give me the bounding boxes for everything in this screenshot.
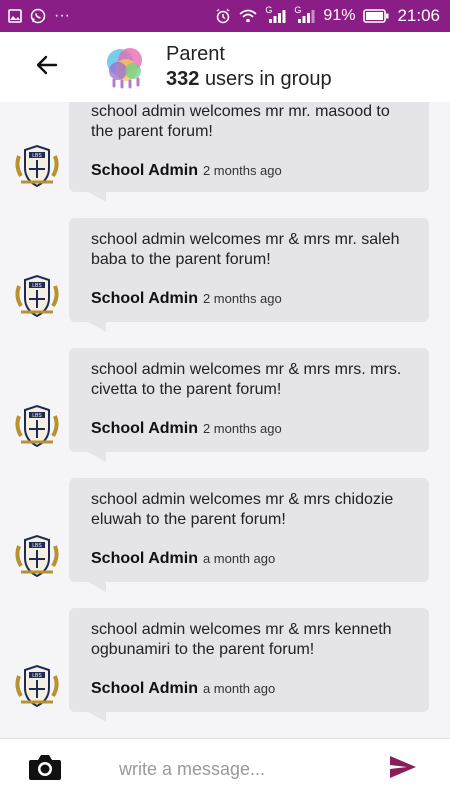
member-count-suffix: users in group [204,68,332,90]
bubble-tail [76,322,106,332]
message-text: school admin welcomes mr & mrs chidozie eluwah to the parent forum! [91,491,394,528]
sender-avatar[interactable] [13,664,61,712]
message-bubble[interactable] [69,218,429,322]
group-title: Parent [166,43,225,65]
clock: 21:06 [397,6,440,25]
bubble-tail [76,452,106,462]
crest-text: LBS [32,412,42,419]
message-author: School Admin [91,162,198,179]
alarm-icon [215,8,231,24]
school-crest-icon [13,272,61,325]
message-list[interactable] [0,102,450,738]
group-logo-icon [100,40,150,95]
message-author: School Admin [91,550,198,567]
sim1-network-label: G [265,5,273,15]
crest-text: LBS [32,672,42,679]
message-time: 2 months ago [202,163,282,178]
message-time: a month ago [202,681,276,696]
message-text: school admin welcomes mr mr. masood to the parent forum! [91,103,390,140]
send-button[interactable] [383,750,423,790]
message-bubble[interactable] [69,608,429,712]
bubble-tail [76,712,106,722]
signal-sim1-icon [265,5,286,23]
wifi-icon [239,9,257,23]
group-avatar[interactable] [100,42,150,92]
status-bar [0,0,450,32]
message-input[interactable] [119,750,369,790]
chat-header [0,32,450,102]
camera-button[interactable] [25,750,65,790]
school-crest-icon [13,662,61,715]
arrow-left-icon [35,53,59,82]
message-author: School Admin [91,680,198,697]
group-member-count [166,66,332,92]
gallery-notification-icon [8,9,22,23]
battery-percent: 91% [323,7,356,24]
crest-text: LBS [32,282,42,289]
message-bubble[interactable] [69,348,429,452]
sender-avatar[interactable] [13,404,61,452]
member-count-number: 332 [166,68,200,90]
school-crest-icon [13,532,61,585]
sender-avatar[interactable] [13,534,61,582]
message-time: 2 months ago [202,421,282,436]
message-time: a month ago [202,551,276,566]
more-notifications-indicator: ··· [54,7,70,24]
message-author: School Admin [91,420,198,437]
crest-text: LBS [32,542,42,549]
battery-icon [363,9,389,23]
school-crest-icon [13,142,61,195]
message-bubble[interactable] [69,102,429,192]
crest-text: LBS [32,152,42,159]
school-crest-icon [13,402,61,455]
bubble-tail [76,582,106,592]
sim2-network-label: G [294,5,302,15]
sender-avatar[interactable] [13,144,61,192]
message-time: 2 months ago [202,291,282,306]
camera-icon [28,753,62,786]
send-icon [389,755,417,784]
sender-avatar[interactable] [13,274,61,322]
whatsapp-icon [30,8,46,24]
message-text: school admin welcomes mr & mrs mrs. mrs. civetta to the parent forum! [91,361,402,398]
message-text: school admin welcomes mr & mrs mr. saleh baba to the parent forum! [91,231,400,268]
message-bubble[interactable] [69,478,429,582]
back-button[interactable] [27,47,67,87]
signal-sim2-icon [294,5,315,23]
bubble-tail [76,192,106,202]
message-author: School Admin [91,290,198,307]
message-text: school admin welcomes mr & mrs kenneth ogbunamiri to the parent forum! [91,621,392,658]
message-composer [0,738,450,800]
